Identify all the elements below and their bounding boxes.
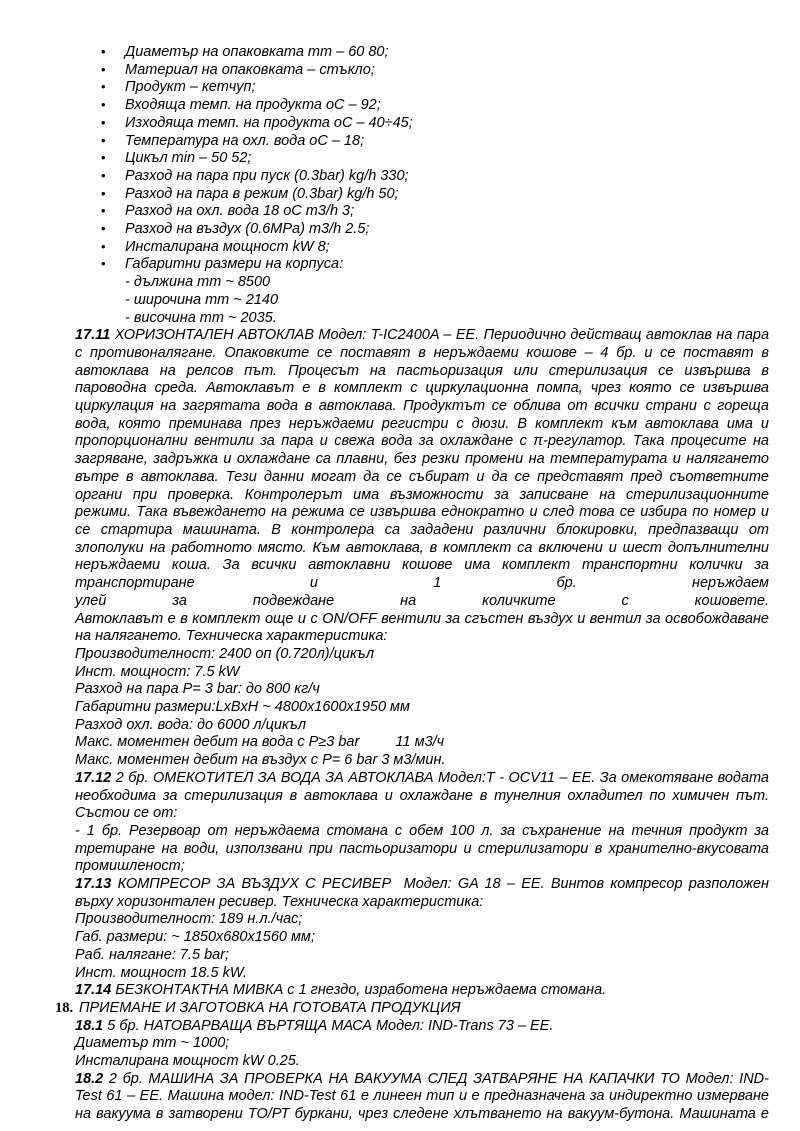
section-17-11-forced-line: улей за подвеждане на количките с кошовете. (75, 592, 769, 609)
tech-spec-line: Разход охл. вода: до 6000 л/цикъл (75, 716, 307, 733)
tech-spec-line: Инст. мощност: 7.5 kW (75, 663, 240, 680)
bullet-marker-icon: • (101, 132, 106, 148)
section-17-13 (75, 876, 769, 982)
section-17-13-paragraph (75, 876, 769, 911)
bullet-text: Изходяща темп. на продукта оС – 40÷45; (125, 114, 413, 131)
bullet-text: Разход на въздух (0.6MPa) m3/h 2.5; (125, 221, 370, 238)
section-17-11 (75, 327, 769, 770)
bullet-item (75, 239, 769, 257)
tech-spec-line: Производителност: 189 н.л./час; (75, 911, 303, 928)
bullet-marker-icon: • (101, 79, 106, 95)
section-body: 5 бр. НАТОВАРВАЩА ВЪРТЯЩА МАСА Модел: IND-Trans 73 – ЕЕ. (107, 1017, 554, 1034)
bullet-text: Разход на охл. вода 18 оС m3/h 3; (125, 203, 355, 220)
section-number: 18.1 (75, 1017, 104, 1034)
section-number: 17.11 (75, 327, 111, 344)
bullet-text: Диаметър на опаковката mm – 60 80; (125, 44, 389, 60)
bullet-item (75, 79, 769, 97)
tech-spec-line: Инсталирана мощност kW 0.25. (75, 1053, 300, 1070)
bullet-marker-icon: • (101, 61, 106, 77)
section-17-12-item (75, 823, 769, 876)
dimension-subline: - широчина mm ~ 2140 (125, 291, 279, 308)
bullet-text: Материал на опаковката – стъкло; (125, 61, 375, 78)
bullet-item (75, 221, 769, 239)
bullet-item (75, 186, 769, 204)
section-title: ПРИЕМАНЕ И ЗАГОТОВКА НА ГОТОВАТА ПРОДУКЦИЯ (79, 999, 461, 1016)
spec-bullet-list (75, 44, 769, 327)
tech-spec-line: Макс. моментен дебит на въздух с P= 6 bar 3 м3/мин. (75, 752, 446, 769)
bullet-marker-icon: • (101, 97, 106, 113)
bullet-item (75, 97, 769, 115)
section-17-14-paragraph (75, 982, 769, 1000)
section-18-1-paragraph (75, 1018, 769, 1036)
dimension-subline: - височина mm ~ 2035. (125, 309, 277, 326)
bullet-item (75, 62, 769, 80)
bullet-marker-icon: • (101, 221, 106, 237)
bullet-marker-icon: • (101, 185, 106, 201)
section-body: КОМПРЕСОР ЗА ВЪЗДУХ С РЕСИВЕР Модел: GA 18 – ЕЕ. Винтов компресор разположен върху хоризонтален ресивер. Техническа характеристика: (75, 876, 769, 910)
bullet-text: Температура на охл. вода оС – 18; (125, 132, 365, 149)
section-17-11-paragraph (75, 327, 769, 593)
section-body: БЕЗКОНТАКТНА МИВКА с 1 гнездо, изработена неръждаема стомана. (115, 982, 607, 999)
bullet-item (75, 256, 769, 274)
tech-spec-line: Габ. размери: ~ 1850х680х1560 мм; (75, 929, 315, 946)
bullet-marker-icon: • (101, 150, 106, 166)
tech-spec-line: Диаметър mm ~ 1000; (75, 1035, 230, 1052)
bullet-item (75, 44, 769, 62)
tech-spec-line: Производителност: 2400 оп (0.720л)/цикъл (75, 645, 374, 662)
tech-spec-line: Раб. налягане: 7.5 bar; (75, 946, 230, 963)
section-body: Автоклавът е в комплект още и с ON/OFF вентили за сгъстен въздух и вентил за освобождаване на налягането. Техническа характеристика: (75, 610, 769, 645)
bullet-item (75, 168, 769, 186)
bullet-marker-icon: • (101, 167, 106, 183)
bullet-marker-icon: • (101, 44, 106, 59)
tech-spec-line: Инст. мощност 18.5 kW. (75, 964, 247, 981)
bullet-text: Разход на пара при пуск (0.3bar) kg/h 330; (125, 167, 409, 184)
bullet-item (75, 133, 769, 151)
section-body: 2 бр. ОМЕКОТИТЕЛ ЗА ВОДА ЗА АВТОКЛАВА Модел:Т - OCV11 – ЕЕ. За омекотяване водата необходима за стерилизация в автоклава и охлаждане в тунелния охладител по химичен път. Състои се от: (75, 769, 769, 822)
bullet-item (75, 150, 769, 168)
bullet-marker-icon: • (101, 238, 106, 254)
section-17-12-paragraph (75, 770, 769, 823)
tech-spec-line: Разход на пара P= 3 bar: до 800 кг/ч (75, 681, 320, 698)
section-body: 2 бр. МАШИНА ЗА ПРОВЕРКА НА ВАКУУМА СЛЕД ЗАТВАРЯНЕ НА КАПАЧКИ ТО Модел: IND-Test 61 – ЕЕ. Машина модел: IND-Test 61 е линеен тип и е предназначена за индиректно измерване на вакуума в затворени ТО/РТ буркани, чрез следене хлътването на вакуум-бутона. Машината е (75, 1070, 769, 1123)
section-number: 17.14 (75, 982, 112, 999)
section-18-heading (55, 999, 769, 1018)
section-body: ХОРИЗОНТАЛЕН АВТОКЛАВ Модел: T-IC2400A – ЕЕ. Периодично действащ автоклав на пара с противоналягане. Опаковките се поставят в неръждаеми кошове – 4 бр. и се поставят в автоклава на релсов път. Процесът на пастьоризация или стерилизация се извършва в пароводна среда. Автоклавът е в комплект с циркулационна помпа, чрез която се извършва циркулация на загрятата вода в автоклава. Продуктът се облива от всички страни с гореща вода, която преминава през неръждаеми регистри с дюзи. В комплект към автоклава има и пропорционални вентили за пара и свежа вода за охлаждане с π-регулатор. Така процесите на загряване, задръжка и охлаждане са плавни, без резки промени на температурата и налягането вътре в автоклава. Тези данни могат да се събират и да се представят пред съответните органи при проверка. Контролерът има възможности за записване на стерилизационните режими. Така въвеждането на режима се извършва еднократно и след това се избира по номер и се стартира машината. В контролера са зададени различни блокировки, предпазващи от злополуки на работното място. Към автоклава, в комплект са включени и шест допълнителни неръждаеми коша. За всички автоклавни кошове има комплект транспортни колички за транспортиране и 1 бр. неръждаем (75, 327, 770, 592)
bullet-text: Входяща темп. на продукта оС – 92; (125, 97, 381, 114)
section-number: 17.13 (75, 876, 112, 893)
list-item-text: - 1 бр. Резервоар от неръждаема стомана с обем 100 л. за съхранение на течния продукт за третиране на води, използвани при пастьоризатори и стерилизатори в хранително-вкусовата промишленост; (75, 822, 769, 875)
section-17-12 (75, 770, 769, 876)
tech-spec-line: Габаритни размери:LxBxH ~ 4800х1600х1950 мм (75, 699, 410, 716)
section-18-1 (75, 1018, 769, 1071)
section-number: 18.2 (75, 1070, 104, 1087)
bullet-marker-icon: • (101, 256, 106, 272)
bullet-item (75, 203, 769, 221)
bullet-marker-icon: • (101, 203, 106, 219)
bullet-text: Цикъл min – 50 52; (125, 150, 252, 167)
section-18-2-paragraph (75, 1071, 769, 1124)
dimension-subline: - дължина mm ~ 8500 (125, 274, 271, 291)
section-number: 18. (55, 999, 74, 1016)
bullet-marker-icon: • (101, 114, 106, 130)
section-17-11-paragraph-2 (75, 611, 769, 646)
bullet-text: Продукт – кетчуп; (125, 79, 256, 96)
section-number: 17.12 (75, 769, 112, 786)
tech-spec-line: Макс. моментен дебит на вода с P≥3 bar 11 м3/ч (75, 734, 445, 751)
bullet-text: Инсталирана мощност kW 8; (125, 238, 330, 255)
bullet-item (75, 115, 769, 133)
bullet-text: Разход на пара в режим (0.3bar) kg/h 50; (125, 185, 399, 202)
bullet-text: Габаритни размери на корпуса: (125, 256, 344, 273)
